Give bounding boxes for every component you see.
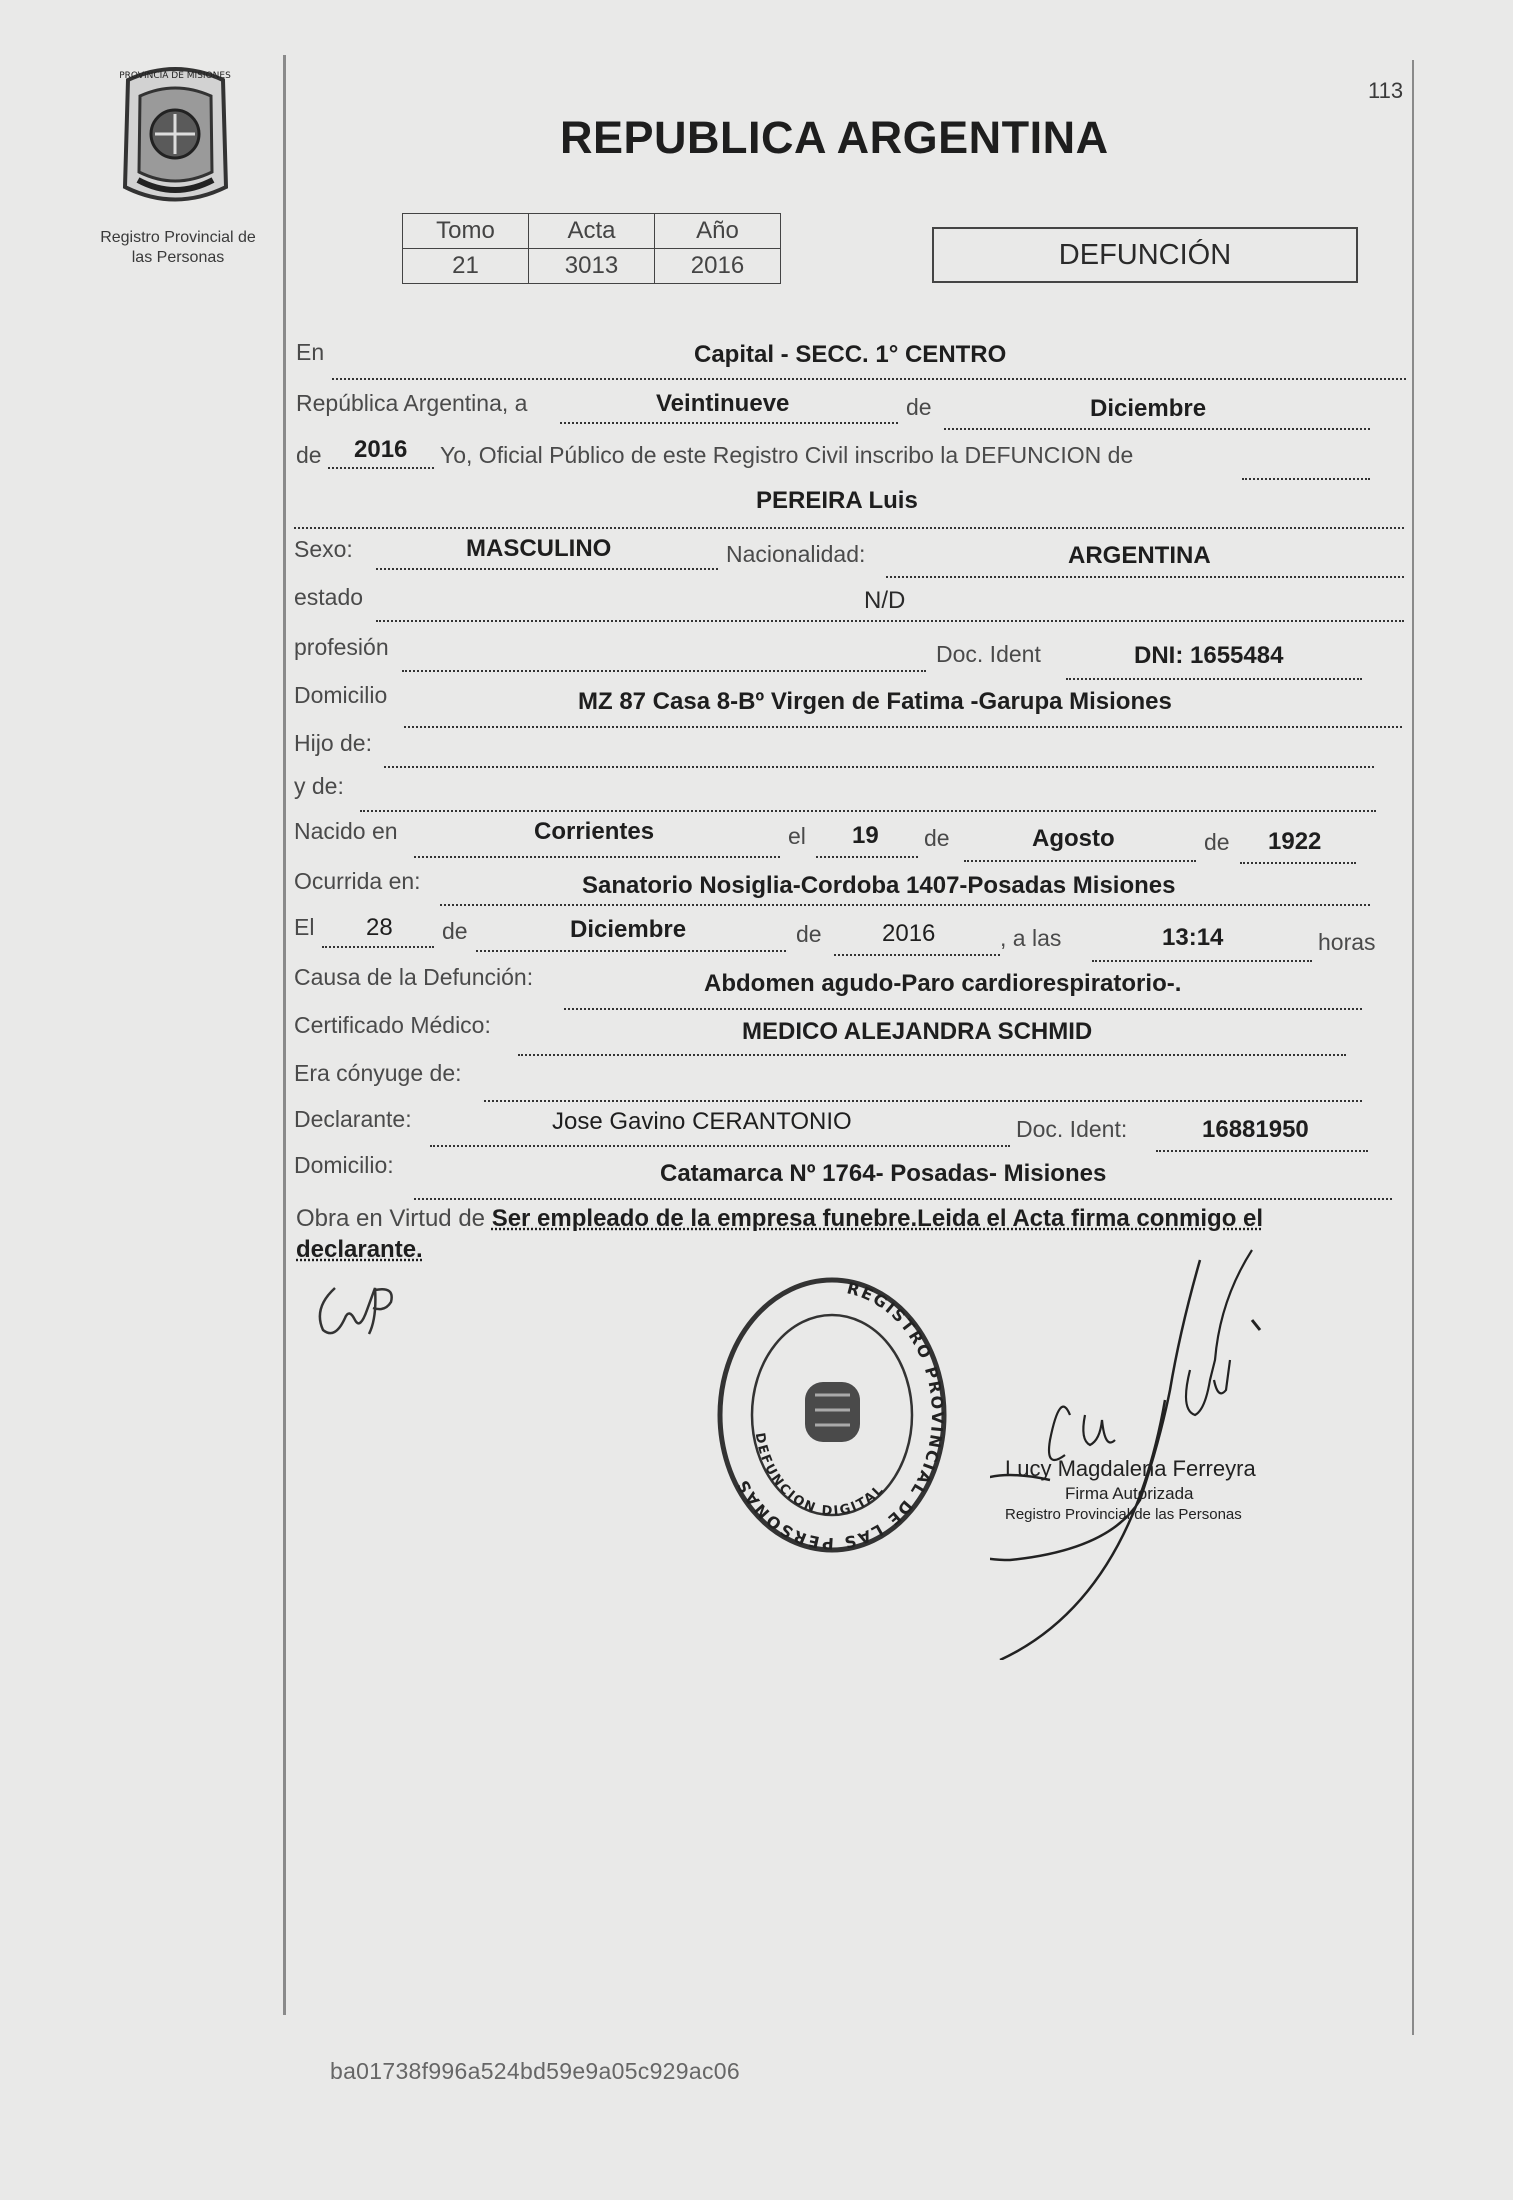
death-day-line bbox=[322, 946, 434, 948]
right-margin-line bbox=[1412, 60, 1414, 2035]
month-value: Diciembre bbox=[1090, 395, 1207, 422]
year-line bbox=[328, 467, 434, 469]
declarante-line bbox=[430, 1145, 1010, 1147]
certificado-line bbox=[518, 1054, 1346, 1056]
de-label-1: de bbox=[906, 394, 932, 420]
doc-line bbox=[1066, 678, 1362, 680]
death-month-line bbox=[476, 950, 786, 952]
death-year-line bbox=[834, 954, 1000, 956]
birth-month-line bbox=[964, 860, 1196, 862]
handwritten-signature bbox=[990, 1240, 1330, 1660]
nacido-value: Corrientes bbox=[534, 818, 655, 845]
province-logo bbox=[108, 62, 243, 212]
signer-role: Firma Autorizada bbox=[1065, 1484, 1194, 1503]
death-year-value: 2016 bbox=[882, 920, 936, 947]
domicilio-label: Domicilio bbox=[294, 682, 388, 708]
domicilio2-line bbox=[414, 1198, 1392, 1200]
birth-day-value: 19 bbox=[852, 822, 879, 849]
causa-line bbox=[564, 1008, 1362, 1010]
anio-value: 2016 bbox=[655, 249, 781, 284]
anio-header: Año bbox=[655, 214, 781, 249]
year-value: 2016 bbox=[354, 436, 408, 463]
ocurrida-label: Ocurrida en: bbox=[294, 868, 421, 894]
svg-text:PROVINCIA DE MISIONES: PROVINCIA DE MISIONES bbox=[119, 71, 231, 81]
certificado-label: Certificado Médico: bbox=[294, 1012, 491, 1038]
signer-name: Lucy Magdalena Ferreyra bbox=[1005, 1456, 1256, 1481]
nacionalidad-label: Nacionalidad: bbox=[726, 541, 866, 567]
birth-day-line bbox=[816, 856, 918, 858]
declarante-value: Jose Gavino CERANTONIO bbox=[552, 1108, 852, 1135]
sexo-line bbox=[376, 568, 718, 570]
declarante-doc-value: 16881950 bbox=[1202, 1116, 1309, 1143]
oficial-tail-line bbox=[1242, 478, 1370, 480]
nacionalidad-line bbox=[886, 576, 1404, 578]
handwritten-initials bbox=[305, 1268, 425, 1348]
nacionalidad-value: ARGENTINA bbox=[1068, 542, 1211, 569]
de-label-5: de bbox=[442, 918, 468, 944]
republica-label: República Argentina, a bbox=[296, 390, 528, 416]
causa-label: Causa de la Defunción: bbox=[294, 964, 534, 990]
conyuge-label: Era cónyuge de: bbox=[294, 1060, 462, 1086]
acta-value: 3013 bbox=[529, 249, 655, 284]
svg-text:DEFUNCION DIGITAL: DEFUNCION DIGITAL bbox=[751, 1431, 888, 1520]
deceased-name: PEREIRA Luis bbox=[756, 487, 918, 514]
sexo-label: Sexo: bbox=[294, 536, 353, 562]
de-label-2: de bbox=[296, 442, 322, 468]
left-margin-line bbox=[283, 55, 286, 2015]
profesion-label: profesión bbox=[294, 634, 389, 660]
nacido-line bbox=[414, 856, 780, 858]
page-number: 113 bbox=[1368, 78, 1404, 103]
obra-value: Ser empleado de la empresa funebre.Leida el Acta firma conmigo el declarante. bbox=[296, 1205, 1264, 1263]
hijo-line bbox=[384, 766, 1374, 768]
tomo-value: 21 bbox=[403, 249, 529, 284]
official-seal bbox=[710, 1270, 955, 1560]
certificado-value: MEDICO ALEJANDRA SCHMID bbox=[742, 1018, 1093, 1045]
birth-year-line bbox=[1240, 862, 1356, 864]
doc-value: DNI: 1655484 bbox=[1134, 642, 1284, 669]
death-time-line bbox=[1092, 960, 1312, 962]
doc2-label: Doc. Ident: bbox=[1016, 1116, 1128, 1142]
day-words-value: Veintinueve bbox=[656, 390, 790, 417]
signer-org: Registro Provincial de las Personas bbox=[1005, 1506, 1242, 1523]
birth-month-value: Agosto bbox=[1032, 825, 1115, 852]
hijo-label: Hijo de: bbox=[294, 730, 372, 756]
ocurrida-value: Sanatorio Nosiglia-Cordoba 1407-Posadas Misiones bbox=[582, 872, 1176, 899]
estado-value: N/D bbox=[864, 587, 906, 614]
sexo-value: MASCULINO bbox=[466, 535, 612, 562]
de-label-6: de bbox=[796, 921, 822, 947]
death-time-value: 13:14 bbox=[1162, 924, 1224, 951]
day-words-line bbox=[560, 422, 898, 424]
document-type-box: DEFUNCIÓN bbox=[932, 227, 1358, 283]
de-label-4: de bbox=[1204, 829, 1230, 855]
yde-line bbox=[360, 810, 1376, 812]
el2-label: El bbox=[294, 914, 315, 940]
oficial-text: Yo, Oficial Público de este Registro Civil inscribo la DEFUNCION de bbox=[440, 442, 1134, 468]
conyuge-line bbox=[484, 1100, 1362, 1102]
registry-table bbox=[402, 213, 781, 284]
death-month-value: Diciembre bbox=[570, 916, 687, 943]
domicilio-line bbox=[404, 726, 1402, 728]
domicilio-value: MZ 87 Casa 8-Bº Virgen de Fatima -Garupa Misiones bbox=[578, 688, 1172, 715]
alas-label: , a las bbox=[1000, 925, 1062, 951]
ocurrida-line bbox=[440, 904, 1370, 906]
horas-label: horas bbox=[1318, 929, 1376, 955]
tomo-header: Tomo bbox=[403, 214, 529, 249]
month-line bbox=[944, 428, 1370, 430]
svg-text:REGISTRO PROVINCIAL DE LAS PER: REGISTRO PROVINCIAL DE LAS PERSONAS bbox=[732, 1278, 948, 1554]
domicilio2-label: Domicilio: bbox=[294, 1152, 394, 1178]
declarante-label: Declarante: bbox=[294, 1106, 412, 1132]
de-label-3: de bbox=[924, 825, 950, 851]
declarante-doc-line bbox=[1156, 1150, 1368, 1152]
document-title: REPUBLICA ARGENTINA bbox=[560, 112, 1109, 163]
obra-label: Obra en Virtud de bbox=[296, 1205, 486, 1232]
yde-label: y de: bbox=[294, 773, 344, 799]
birth-year-value: 1922 bbox=[1268, 828, 1322, 855]
signer-block bbox=[1005, 1455, 1256, 1525]
el-label: el bbox=[788, 823, 806, 849]
place-value: Capital - SECC. 1° CENTRO bbox=[694, 341, 1007, 368]
en-label: En bbox=[296, 339, 325, 365]
place-line bbox=[332, 378, 1406, 380]
estado-label: estado bbox=[294, 584, 364, 610]
declarante-domicilio-value: Catamarca Nº 1764- Posadas- Misiones bbox=[660, 1160, 1107, 1187]
causa-value: Abdomen agudo-Paro cardiorespiratorio-. bbox=[704, 970, 1182, 997]
name-line bbox=[294, 527, 1404, 529]
profesion-line bbox=[402, 670, 926, 672]
nacido-label: Nacido en bbox=[294, 818, 398, 844]
document-hash: ba01738f996a524bd59e9a05c929ac06 bbox=[330, 2058, 740, 2084]
doc-label: Doc. Ident bbox=[936, 641, 1041, 667]
death-day-value: 28 bbox=[366, 914, 393, 941]
estado-line bbox=[376, 620, 1404, 622]
acta-header: Acta bbox=[529, 214, 655, 249]
registry-caption: Registro Provincial de las Personas bbox=[100, 229, 256, 266]
